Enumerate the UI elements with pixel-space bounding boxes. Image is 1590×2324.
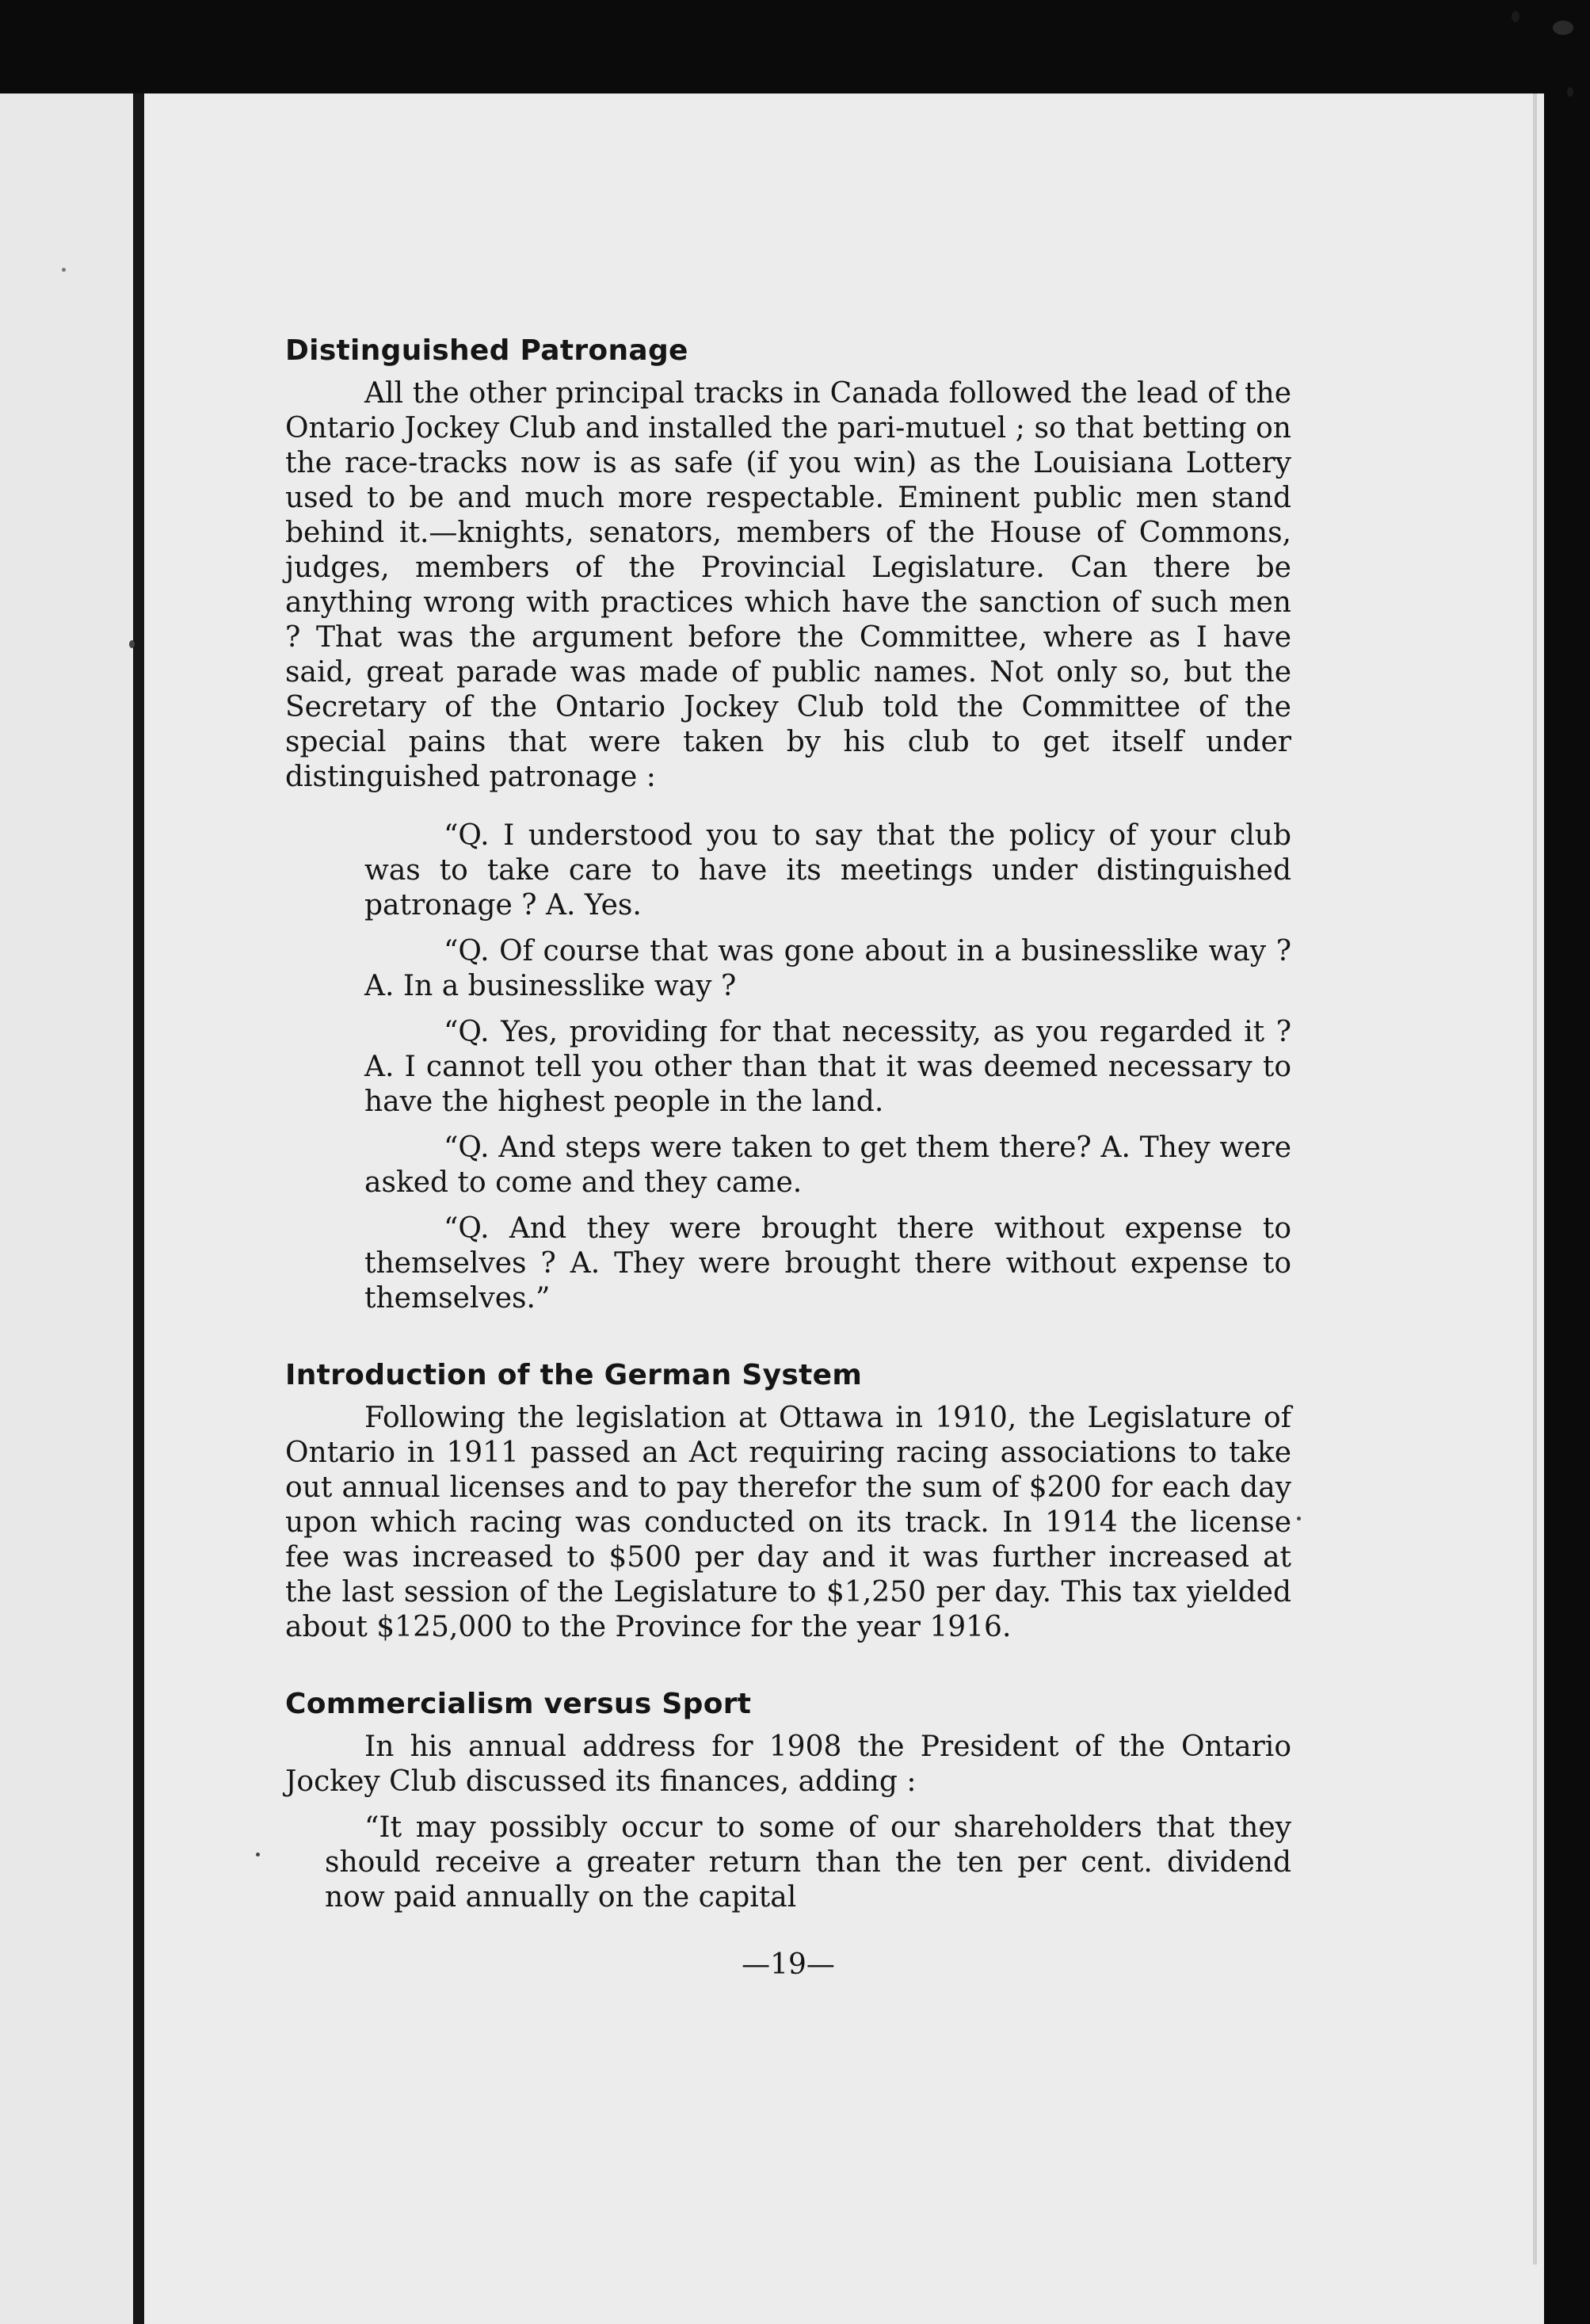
page-content [285,333,1291,1981]
section-commercialism-versus-sport [285,1686,1291,1915]
testimony-quote: “Q. And steps were taken to get them there? A. They were asked to come and they came. [364,1131,1291,1199]
section-heading: Distinguished Patronage [285,334,688,367]
page-gutter [133,93,144,2324]
section-german-system [285,1357,1291,1645]
body-paragraph: All the other principal tracks in Canada followed the lead of the Ontario Jockey Club and installed the pari-mutuel ; so that betting on the race-tracks now is as safe (if you win) as the Louisiana Lottery used to be and much more respectable. Eminent public men stand behind it.—knights, senators, members of the House of Commons, judges, members of the Provincial Legislature. Can there be anything wrong with practices which have the sanction of such men ? That was the argument before the Committee, where as I have said, great parade was made of public names. Not only so, but the Secretary of the Ontario Jockey Club told the Committee of the special pains that were taken by his club to get itself under distinguished patronage : [285,377,1291,793]
section-distinguished-patronage [285,333,1291,1316]
testimony-quote: “Q. I understood you to say that the policy of your club was to take care to have its meetings under distinguished patronage ? A. Yes. [364,819,1291,922]
section-heading: Introduction of the German System [285,1359,863,1391]
speck [1512,11,1519,22]
testimony-quote: “Q. Of course that was gone about in a businesslike way ? A. In a businesslike way ? [364,935,1291,1002]
left-page-edge [0,93,135,2324]
body-paragraph: In his annual address for 1908 the President of the Ontario Jockey Club discussed its finances, adding : [285,1731,1291,1798]
speck [62,268,66,272]
speck [1553,21,1573,35]
body-paragraph: Following the legislation at Ottawa in 1910, the Legislature of Ontario in 1911 passed an Act requiring racing associations to take out annual licenses and to pay therefor the sum of $200 for each day upon which racing was conducted on its track. In 1914 the license fee was increased to $500 per day and it was further increased at the last session of the Legislature to $1,250 per day. This tax yielded about $125,000 to the Province for the year 1916. [285,1402,1291,1643]
speck [129,640,135,648]
section-heading: Commercialism versus Sport [285,1688,752,1720]
address-quote: “It may possibly occur to some of our shareholders that they should receive a greater return than the ten per cent. dividend now paid annually on the capital [325,1811,1291,1914]
speck [1567,87,1573,97]
page-number: —19— [742,1948,835,1981]
speck [256,1853,260,1857]
speck [1297,1517,1301,1521]
testimony-quote: “Q. Yes, providing for that necessity, as you regarded it ? A. I cannot tell you other than that it was deemed necessary to have the highest people in the land. [364,1016,1291,1118]
testimony-quote: “Q. And they were brought there without expense to themselves ? A. They were brought there without expense to themselves.” [364,1212,1291,1315]
page-right-edge [1533,93,1537,2265]
